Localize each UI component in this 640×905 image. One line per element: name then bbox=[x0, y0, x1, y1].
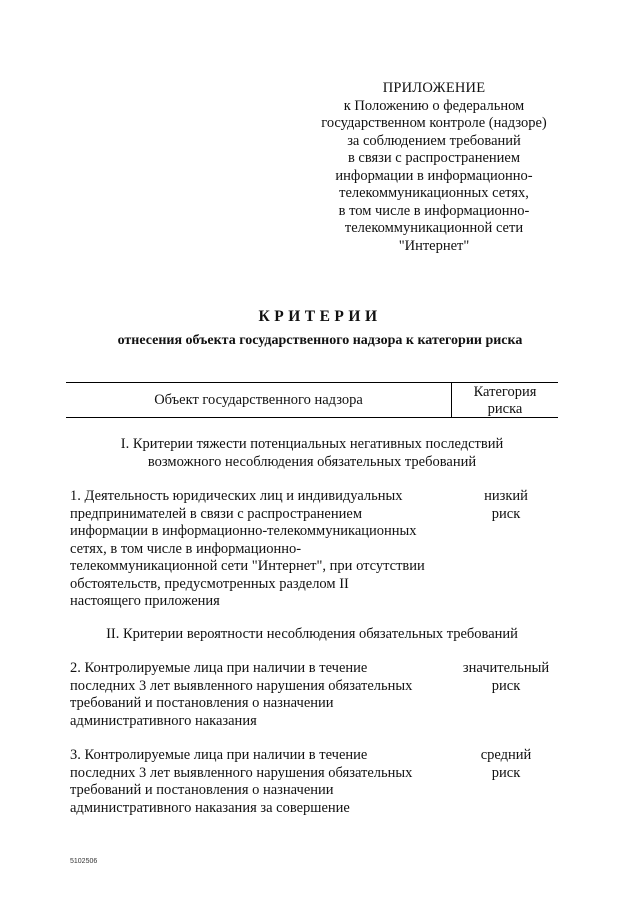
appendix-line: телекоммуникационных сетях, bbox=[339, 185, 529, 201]
criterion-item-1-text: 1. Деятельность юридических лиц и индивидуальных предпринимателей в связи с распространением информации в информационно-телекоммуникационных сетях, в том числе в информационно- телекоммуникационной сети "Интернет", при отсутствии обстоятельств, предусмотренных разделом II настоящего приложения bbox=[70, 488, 425, 609]
appendix-line: "Интернет" bbox=[398, 237, 470, 254]
table-header-category-line: Категория bbox=[473, 384, 537, 400]
appendix-line: информации в информационно- bbox=[335, 167, 533, 184]
document-subtitle: отнесения объекта государственного надзора к категории риска bbox=[117, 333, 523, 348]
section-heading-line: I. Критерии тяжести потенциальных негативных последствий bbox=[120, 436, 504, 452]
appendix-line: государственном контроле (надзоре) bbox=[321, 115, 547, 131]
appendix-line: телекоммуникационной сети bbox=[344, 220, 524, 236]
table-top-rule bbox=[66, 382, 558, 383]
section-heading-2 bbox=[66, 626, 558, 644]
appendix-block bbox=[300, 80, 568, 255]
criterion-item-1-risk: низкий риск bbox=[484, 488, 528, 522]
section-heading-line: II. Критерии вероятности несоблюдения обязательных требований bbox=[106, 626, 518, 642]
footer-code: 5102506 bbox=[70, 858, 98, 865]
criterion-item-2-text: 2. Контролируемые лица при наличии в течение последних 3 лет выявленного нарушения обязательных требований и постановления о назначении административного наказания bbox=[70, 660, 413, 729]
appendix-heading: ПРИЛОЖЕНИЕ bbox=[382, 80, 486, 96]
table-header-category bbox=[452, 384, 558, 418]
table-header-category-line: риска bbox=[487, 401, 523, 417]
appendix-line: за соблюдением требований bbox=[347, 132, 521, 149]
criterion-item-2-risk: значительный риск bbox=[462, 660, 550, 694]
document-title: КРИТЕРИИ bbox=[258, 308, 382, 325]
criterion-item-3-text: 3. Контролируемые лица при наличии в течение последних 3 лет выявленного нарушения обязательных требований и постановления о назначении административного наказания за совершение bbox=[70, 747, 413, 816]
section-heading-line: возможного несоблюдения обязательных требований bbox=[147, 453, 477, 470]
criterion-item-3-risk: средний риск bbox=[480, 747, 532, 781]
table-header-object: Объект государственного надзора bbox=[154, 392, 363, 408]
section-heading-1 bbox=[66, 436, 558, 471]
appendix-line: к Положению о федеральном bbox=[343, 97, 525, 114]
appendix-line: в связи с распространением bbox=[347, 150, 521, 166]
appendix-line: в том числе в информационно- bbox=[338, 202, 530, 219]
